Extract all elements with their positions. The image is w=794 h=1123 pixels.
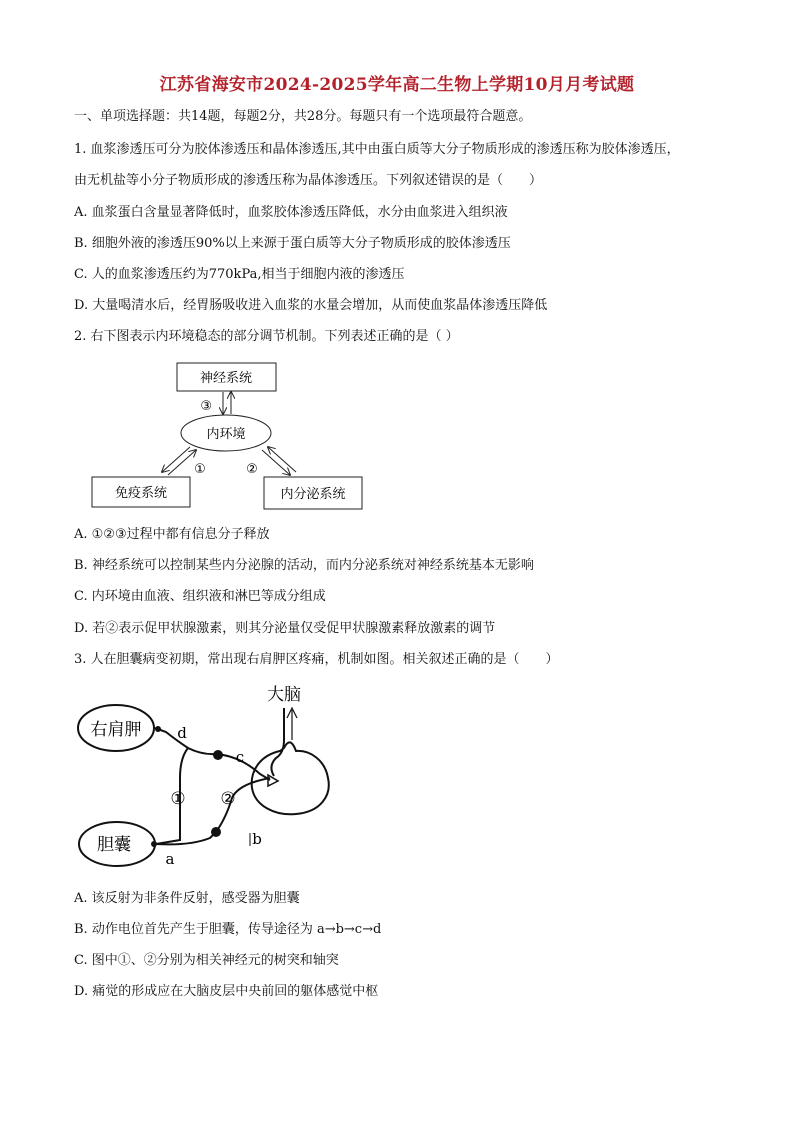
marker-1: ① xyxy=(194,462,206,477)
q1-option-d: D. 大量喝清水后，经胃肠吸收进入血浆的水量会增加，从而使血浆晶体渗透压降低 xyxy=(74,298,548,313)
label-d: d xyxy=(177,724,187,742)
q2-option-a: A. ①②③过程中都有信息分子释放 xyxy=(74,527,270,542)
q1-stem-line2: 由无机盐等小分子物质形成的渗透压称为晶体渗透压。下列叙述错误的是（ ） xyxy=(74,173,543,188)
q1-stem-line1: 1. 血浆渗透压可分为胶体渗透压和晶体渗透压,其中由蛋白质等大分子物质形成的渗透压称为胶体渗透压， xyxy=(74,142,680,157)
homeostasis-diagram xyxy=(80,355,380,515)
gallbladder-label: 胆囊 xyxy=(97,835,131,855)
q1-option-b: B. 细胞外液的渗透压90%以上来源于蛋白质等大分子物质形成的胶体渗透压 xyxy=(74,236,511,251)
q3-option-a: A. 该反射为非条件反射，感受器为胆囊 xyxy=(74,891,300,906)
marker-3: ③ xyxy=(200,399,212,414)
immune-system-label: 免疫系统 xyxy=(114,486,168,501)
neuron-2-cell-body xyxy=(211,827,221,837)
spinal-cord-section xyxy=(252,742,329,814)
label-c: c xyxy=(235,748,245,766)
q2-option-b: B. 神经系统可以控制某些内分泌腺的活动，而内分泌系统对神经系统基本无影响 xyxy=(74,558,534,573)
q2-option-d: D. 若②表示促甲状腺激素，则其分泌量仅受促甲状腺激素释放激素的调节 xyxy=(74,621,496,636)
q1-option-a: A. 血浆蛋白含量显著降低时，血浆胶体渗透压降低，水分由血浆进入组织液 xyxy=(74,205,508,220)
q2-stem: 2. 右下图表示内环境稳态的部分调节机制。下列表述正确的是（ ） xyxy=(74,329,459,344)
shoulder-receptor-dot xyxy=(155,726,161,732)
gallbladder-receptor-dot xyxy=(151,841,157,847)
referred-pain-diagram xyxy=(70,678,370,873)
endocrine-system-label: 内分泌系统 xyxy=(280,487,346,502)
marker-2: ② xyxy=(246,462,258,477)
nervous-system-label: 神经系统 xyxy=(199,371,253,386)
neuron-1-cell-body xyxy=(213,750,223,760)
brain-label: 大脑 xyxy=(267,685,301,705)
marker-1: ① xyxy=(170,789,186,809)
shoulder-label: 右肩胛 xyxy=(90,720,142,740)
section-heading: 一、单项选择题：共14题，每题2分，共28分。每题只有一个选项最符合题意。 xyxy=(74,109,532,124)
label-a: a xyxy=(165,850,175,868)
q3-option-d: D. 痛觉的形成应在大脑皮层中央前回的躯体感觉中枢 xyxy=(74,984,379,999)
q3-option-b: B. 动作电位首先产生于胆囊，传导途径为 a→b→c→d xyxy=(74,922,382,937)
marker-2: ② xyxy=(220,789,236,809)
ascending-pathway xyxy=(271,708,284,776)
q2-option-c: C. 内环境由血液、组织液和淋巴等成分组成 xyxy=(74,589,326,604)
q3-option-c: C. 图中①、②分别为相关神经元的树突和轴突 xyxy=(74,953,339,968)
page-title: 江苏省海安市2024-2025学年高二生物上学期10月月考试题 xyxy=(159,75,635,95)
q3-stem: 3. 人在胆囊病变初期，常出现右肩胛区疼痛，机制如图。相关叙述正确的是（ ） xyxy=(74,652,559,667)
internal-environment-label: 内环境 xyxy=(206,427,246,442)
label-b: b xyxy=(252,830,262,848)
q1-option-c: C. 人的血浆渗透压约为770kPa,相当于细胞内液的渗透压 xyxy=(74,267,405,282)
